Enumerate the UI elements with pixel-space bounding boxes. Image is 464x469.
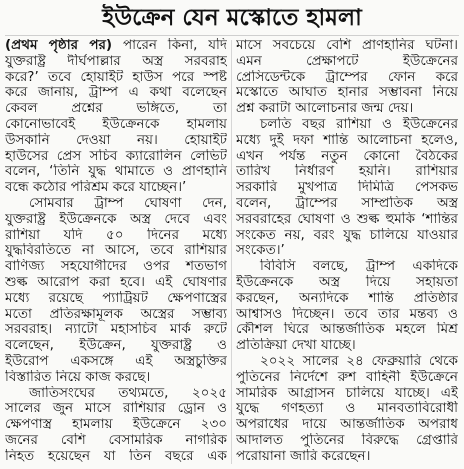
text-line xyxy=(5,243,227,259)
line-text: চলতি বছর রাশিয়া ও ইউক্রেনের xyxy=(260,116,458,132)
paragraph xyxy=(5,196,227,386)
line-text: উসকানি দেওয়া নয়। হোয়াইট xyxy=(5,132,227,148)
line-text: সামরিক আগ্রাসন চালিয়ে যাচ্ছে। এই xyxy=(236,385,458,401)
text-line xyxy=(5,259,227,275)
text-line xyxy=(5,370,227,386)
line-text: মাসে সবচেয়ে বেশি প্রাণহানির ঘটনা। xyxy=(236,38,458,53)
article-body xyxy=(5,38,458,466)
line-text: বলেন, ট্রাম্পের সাম্প্রতিক অস্ত্র xyxy=(236,195,458,211)
line-text: ইউরোপ একসঙ্গে এই অস্ত্রচুক্তির xyxy=(5,353,227,369)
line-text: বাণিজ্য সহযোগীদের ওপর শতভাগ xyxy=(5,259,227,275)
text-line xyxy=(5,54,227,70)
text-line xyxy=(5,164,227,180)
text-line xyxy=(5,291,227,307)
line-text: প্রশ্ন করাটা আলোচনার জন্ম দেয়। xyxy=(236,101,414,117)
text-line xyxy=(236,38,458,54)
text-line xyxy=(236,449,458,465)
text-line xyxy=(236,164,458,180)
line-text: পরোয়ানা জারি করেছেন। xyxy=(236,448,371,464)
text-line xyxy=(5,354,227,370)
line-text: বিবিসি বলছে, ট্রাম্প একদিকে xyxy=(260,259,458,275)
text-line xyxy=(5,401,227,417)
line-text: ক্ষেপণাস্ত্র হামলায় ইউক্রেনে ২৩০ xyxy=(5,417,227,433)
text-line xyxy=(236,180,458,196)
line-text: মস্কোতে আঘাত হানার সম্ভাবনা নিয়ে xyxy=(236,85,458,101)
line-text: পারেন কিনা, যদি xyxy=(122,38,227,53)
paragraph xyxy=(236,354,458,465)
headline-rule xyxy=(5,35,459,36)
text-line xyxy=(236,133,458,149)
text-line xyxy=(5,133,227,149)
line-text: প্রতিক্রিয়া দেখা যাচ্ছে। xyxy=(236,338,356,354)
line-text: কেবল প্রশ্নের ভঙ্গিতে, তা xyxy=(5,101,227,117)
line-text: করে জানায়, ট্রাম্প এ কথা বলেছেন xyxy=(5,85,227,101)
paragraph xyxy=(236,259,458,354)
line-text: এমন প্রেক্ষাপটে ইউক্রেনের xyxy=(236,53,458,69)
line-text: সংকেত।’ xyxy=(236,243,285,259)
text-line xyxy=(236,338,458,354)
line-text: আদালত পুতিনের বিরুদ্ধে গ্রেপ্তারি xyxy=(236,432,458,448)
line-text: সরকারি মুখপাত্র দিমিত্রি পেসকভ xyxy=(236,180,458,196)
text-line xyxy=(5,101,227,117)
line-text: যুদ্ধবিরতিতে না আসে, তবে রাশিয়ার xyxy=(5,243,227,259)
paragraph xyxy=(5,38,227,196)
paragraph xyxy=(5,386,227,465)
line-text: সংকেত নয়, বরং যুদ্ধ চালিয়ে যাওয়ার xyxy=(236,227,458,243)
line-text: কৌশল ঘিরে আন্তর্জাতিক মহলে মিশ্র xyxy=(236,322,458,338)
text-line xyxy=(5,386,227,402)
line-text: জাতিসংঘের তথ্যমতে, ২০২৫ xyxy=(29,385,227,401)
text-line xyxy=(236,275,458,291)
headline: ইউক্রেন যেন মস্কোতে হামলা xyxy=(102,5,362,31)
line-text: সরবরাহ। ন্যাটো মহাসচিব মার্ক রুটে xyxy=(5,322,227,338)
text-line xyxy=(236,259,458,275)
line-text: পুতিনের নির্দেশে রুশ বাহিনী ইউক্রেনে xyxy=(236,369,458,385)
text-line xyxy=(236,291,458,307)
text-line xyxy=(236,243,458,259)
text-line xyxy=(5,149,227,165)
text-line xyxy=(5,196,227,212)
line-text: বিস্তারিত নিয়ে কাজ করছে। xyxy=(5,369,151,385)
line-text: যুক্তরাষ্ট্র দীর্ঘপাল্লার অস্ত্র সরবরাহ xyxy=(5,53,227,69)
text-line xyxy=(5,417,227,433)
text-line xyxy=(236,196,458,212)
paragraph xyxy=(236,38,458,117)
text-line xyxy=(236,85,458,101)
line-text: এখন পর্যন্ত নতুন কোনো বৈঠকের xyxy=(236,148,458,164)
text-line xyxy=(236,401,458,417)
line-text: জনের বেশি বেসামরিক নাগরিক xyxy=(5,432,227,448)
continued-label: (প্রথম পৃষ্ঠার পর) xyxy=(5,38,113,53)
line-text: সালের জুন মাসে রাশিয়ার ড্রোন ও xyxy=(5,401,227,417)
text-line xyxy=(5,180,227,196)
line-text: প্রেসিডেন্টকে ট্রাম্পের ফোন করে xyxy=(236,69,458,85)
text-line xyxy=(5,275,227,291)
text-line xyxy=(5,433,227,449)
column-divider xyxy=(231,40,232,464)
line-text: অপরাধের দায়ে আন্তর্জাতিক অপরাধ xyxy=(236,417,458,433)
text-line xyxy=(236,307,458,323)
line-text: হাউসের প্রেস সচিব ক্যারোলিন লেভিট xyxy=(5,148,227,164)
line-text: ইউক্রেনকে অস্ত্র দিয়ে সহায়তা xyxy=(236,274,458,290)
text-line xyxy=(236,322,458,338)
text-line xyxy=(236,54,458,70)
line-text: রাশিয়া যদি ৫০ দিনের মধ্যে xyxy=(5,227,227,243)
text-line xyxy=(5,38,227,54)
line-text: মধ্যে রয়েছে প্যাট্রিয়ট ক্ষেপণাস্ত্রের xyxy=(5,290,227,306)
text-line xyxy=(236,228,458,244)
text-line xyxy=(236,70,458,86)
line-text: করে?’ তবে হোয়াইট হাউস পরে স্পষ্ট xyxy=(5,69,227,85)
line-text: সোমবার ট্রাম্প ঘোষণা দেন, xyxy=(29,195,227,211)
text-line xyxy=(236,370,458,386)
text-line xyxy=(236,149,458,165)
line-text: বলেন, ‘তিনি যুদ্ধ থামাতে ও প্রাণহানি xyxy=(5,164,227,180)
column-right xyxy=(236,38,458,465)
text-line xyxy=(5,85,227,101)
text-line xyxy=(5,338,227,354)
paragraph xyxy=(236,117,458,259)
line-text: তারিখ নির্ধারণ হয়নি। রাশিয়ার xyxy=(236,164,458,180)
line-text: যুদ্ধে গণহত্যা ও মানবতাবিরোধী xyxy=(236,401,458,417)
line-text: কোনোভাবেই ইউক্রেনকে হামলায় xyxy=(5,116,227,132)
text-line xyxy=(5,307,227,323)
text-line xyxy=(5,70,227,86)
line-text: যুক্তরাষ্ট্র ইউক্রেনকে অস্ত্র দেবে এবং xyxy=(5,211,227,227)
line-text: ২০২২ সালের ২৪ ফেব্রুয়ারি থেকে xyxy=(260,353,458,369)
text-line xyxy=(5,228,227,244)
text-line xyxy=(236,354,458,370)
text-line xyxy=(5,117,227,133)
text-line xyxy=(5,212,227,228)
column-left xyxy=(5,38,227,465)
line-text: বন্ধে কঠোর পরিশ্রম করে যাচ্ছেন।’ xyxy=(5,180,187,196)
text-line xyxy=(236,117,458,133)
text-line xyxy=(236,386,458,402)
line-text: শুল্ক আরোপ করা হবে। এই ঘোষণার xyxy=(5,274,227,290)
line-text: নিহত হয়েছেন যা তিন বছরে এক xyxy=(5,448,227,464)
text-line xyxy=(236,417,458,433)
text-line xyxy=(236,433,458,449)
line-text: মতো প্রতিরক্ষামূলক অস্ত্রের সম্ভাব্য xyxy=(5,306,227,322)
line-text: মধ্যে দুই দফা শান্তি আলোচনা হলেও, xyxy=(236,132,458,148)
text-line xyxy=(5,322,227,338)
text-line xyxy=(236,101,458,117)
line-text: করছেন, অন্যদিকে শান্তি প্রতিষ্ঠার xyxy=(236,290,458,306)
line-text: আশ্বাসও দিচ্ছেন। তবে তার মন্তব্য ও xyxy=(236,306,458,322)
text-line xyxy=(236,212,458,228)
line-text: বলেছেন, ইউক্রেন, যুক্তরাষ্ট্র ও xyxy=(5,338,227,354)
line-text: সরবরাহের ঘোষণা ও শুল্ক হুমকি ‘শান্তির xyxy=(236,211,458,227)
text-line xyxy=(5,449,227,465)
